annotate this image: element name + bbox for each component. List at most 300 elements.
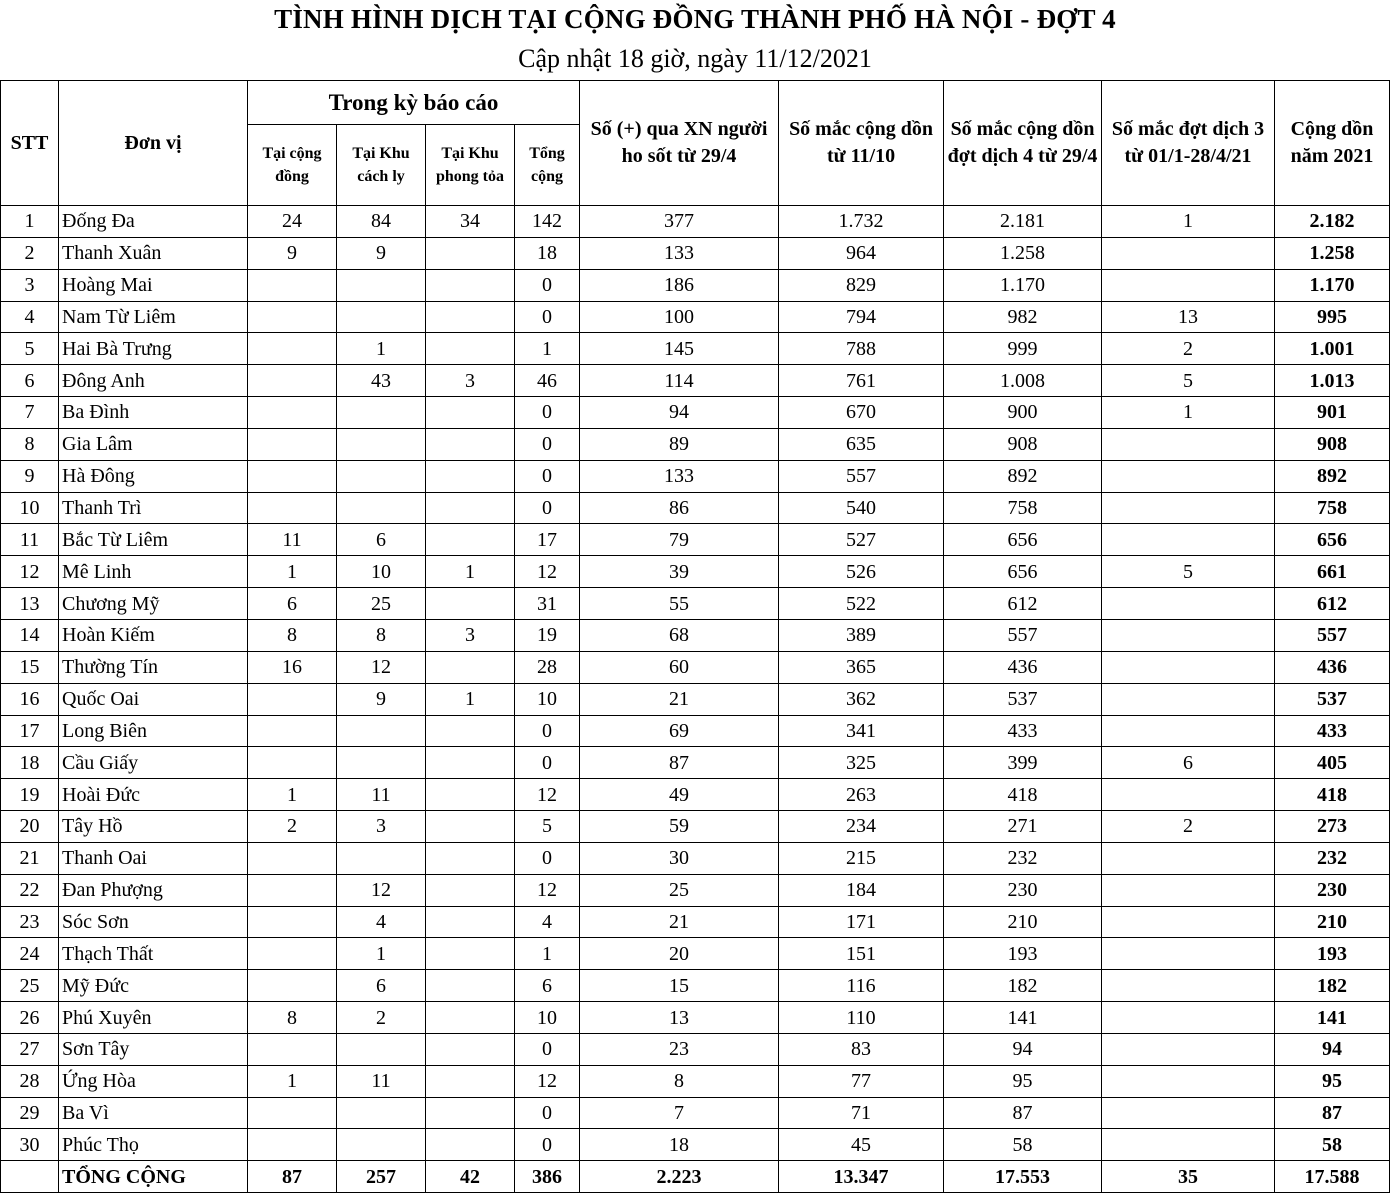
cell-tong-cong: 17 (515, 524, 580, 556)
cell-stt: 12 (1, 556, 59, 588)
cell-tai-khu-phong-toa (426, 492, 515, 524)
cell-so-mac-dot3 (1102, 779, 1275, 811)
cell-tong-cong: 0 (515, 492, 580, 524)
cell-so-mac-dot4: 537 (944, 683, 1102, 715)
cell-so-mac-dot3 (1102, 1002, 1275, 1034)
cell-don-vi: Thạch Thất (59, 938, 248, 970)
cell-tai-khu-cach-ly (337, 715, 426, 747)
cell-stt: 1 (1, 206, 59, 238)
cell-cong-don-2021: 537 (1275, 683, 1390, 715)
cell-so-duong-tinh: 114 (580, 365, 779, 397)
table-row (1, 301, 1390, 333)
cell-so-mac-dot3 (1102, 588, 1275, 620)
cell-so-duong-tinh: 20 (580, 938, 779, 970)
cell-tong-cong: 12 (515, 556, 580, 588)
cell-tai-cong-dong (248, 842, 337, 874)
cell-so-duong-tinh: 133 (580, 460, 779, 492)
table-row (1, 683, 1390, 715)
cell-so-mac-dot4: 557 (944, 619, 1102, 651)
table-row (1, 588, 1390, 620)
cell-tai-khu-phong-toa: 34 (426, 206, 515, 238)
cell-tai-cong-dong (248, 301, 337, 333)
covid-stats-table (0, 80, 1390, 1193)
cell-don-vi: Long Biên (59, 715, 248, 747)
cell-so-mac-dot3 (1102, 715, 1275, 747)
cell-so-mac-dot4: 900 (944, 397, 1102, 429)
cell-tai-khu-cach-ly: 84 (337, 206, 426, 238)
cell-tong-cong: 28 (515, 651, 580, 683)
cell-so-duong-tinh: 60 (580, 651, 779, 683)
cell-so-mac-tu-1110: 964 (779, 237, 944, 269)
cell-tai-khu-phong-toa (426, 237, 515, 269)
cell-don-vi: Đống Đa (59, 206, 248, 238)
cell-tai-cong-dong (248, 715, 337, 747)
cell-so-mac-tu-1110: 83 (779, 1033, 944, 1065)
table-row (1, 938, 1390, 970)
cell-so-duong-tinh: 94 (580, 397, 779, 429)
cell-so-mac-tu-1110: 522 (779, 588, 944, 620)
cell-stt: 25 (1, 970, 59, 1002)
cell-tong-cong: 31 (515, 588, 580, 620)
cell-tai-cong-dong (248, 1129, 337, 1161)
cell-so-mac-dot3: 2 (1102, 333, 1275, 365)
cell-tong-cong: 0 (515, 301, 580, 333)
cell-cong-don-2021: 901 (1275, 397, 1390, 429)
cell-don-vi: Hoài Đức (59, 779, 248, 811)
cell-so-mac-dot4: 1.008 (944, 365, 1102, 397)
cell-tai-cong-dong (248, 906, 337, 938)
total-tai-cong-dong: 87 (248, 1161, 337, 1193)
cell-tai-cong-dong: 1 (248, 779, 337, 811)
cell-don-vi: Mỹ Đức (59, 970, 248, 1002)
cell-cong-don-2021: 210 (1275, 906, 1390, 938)
cell-so-duong-tinh: 133 (580, 237, 779, 269)
cell-tai-khu-cach-ly (337, 1033, 426, 1065)
cell-so-mac-dot4: 2.181 (944, 206, 1102, 238)
cell-don-vi: Tây Hồ (59, 811, 248, 843)
cell-tai-khu-cach-ly (337, 269, 426, 301)
cell-tai-khu-cach-ly: 11 (337, 779, 426, 811)
cell-cong-don-2021: 1.258 (1275, 237, 1390, 269)
cell-so-mac-dot4: 758 (944, 492, 1102, 524)
cell-stt: 23 (1, 906, 59, 938)
cell-cong-don-2021: 661 (1275, 556, 1390, 588)
cell-tong-cong: 4 (515, 906, 580, 938)
cell-don-vi: Thanh Xuân (59, 237, 248, 269)
cell-so-mac-dot4: 141 (944, 1002, 1102, 1034)
cell-so-mac-dot3 (1102, 906, 1275, 938)
table-row (1, 397, 1390, 429)
cell-so-mac-dot4: 232 (944, 842, 1102, 874)
table-row (1, 1097, 1390, 1129)
cell-tong-cong: 18 (515, 237, 580, 269)
cell-cong-don-2021: 141 (1275, 1002, 1390, 1034)
cell-stt: 27 (1, 1033, 59, 1065)
cell-so-mac-dot3 (1102, 492, 1275, 524)
cell-tai-khu-cach-ly: 4 (337, 906, 426, 938)
cell-tong-cong: 0 (515, 1097, 580, 1129)
cell-tai-cong-dong (248, 747, 337, 779)
cell-tai-cong-dong (248, 938, 337, 970)
cell-don-vi: Thường Tín (59, 651, 248, 683)
header-group-trong-ky: Trong kỳ báo cáo (248, 81, 580, 125)
cell-so-mac-tu-1110: 761 (779, 365, 944, 397)
cell-don-vi: Bắc Từ Liêm (59, 524, 248, 556)
cell-so-mac-tu-1110: 325 (779, 747, 944, 779)
cell-stt: 5 (1, 333, 59, 365)
cell-stt: 4 (1, 301, 59, 333)
cell-cong-don-2021: 230 (1275, 874, 1390, 906)
cell-so-mac-dot3 (1102, 683, 1275, 715)
cell-tai-cong-dong (248, 428, 337, 460)
cell-don-vi: Gia Lâm (59, 428, 248, 460)
header-tai-cong-dong: Tại cộng đồng (248, 125, 337, 206)
cell-so-mac-tu-1110: 215 (779, 842, 944, 874)
cell-so-mac-dot3 (1102, 970, 1275, 1002)
cell-stt: 21 (1, 842, 59, 874)
total-cong-don-2021: 17.588 (1275, 1161, 1390, 1193)
cell-tai-khu-phong-toa (426, 1033, 515, 1065)
cell-tai-cong-dong: 8 (248, 1002, 337, 1034)
cell-so-mac-tu-1110: 527 (779, 524, 944, 556)
cell-cong-don-2021: 87 (1275, 1097, 1390, 1129)
cell-so-duong-tinh: 89 (580, 428, 779, 460)
cell-so-mac-tu-1110: 116 (779, 970, 944, 1002)
cell-so-mac-dot4: 271 (944, 811, 1102, 843)
cell-so-mac-tu-1110: 110 (779, 1002, 944, 1034)
cell-tai-cong-dong (248, 492, 337, 524)
cell-so-mac-dot4: 210 (944, 906, 1102, 938)
cell-tai-khu-phong-toa (426, 524, 515, 556)
cell-so-duong-tinh: 21 (580, 906, 779, 938)
cell-so-duong-tinh: 55 (580, 588, 779, 620)
cell-so-mac-tu-1110: 794 (779, 301, 944, 333)
cell-stt: 29 (1, 1097, 59, 1129)
cell-stt: 16 (1, 683, 59, 715)
cell-tai-khu-phong-toa: 1 (426, 683, 515, 715)
cell-tai-khu-phong-toa (426, 779, 515, 811)
cell-so-duong-tinh: 8 (580, 1065, 779, 1097)
cell-so-mac-tu-1110: 234 (779, 811, 944, 843)
cell-tai-khu-phong-toa: 3 (426, 619, 515, 651)
cell-tai-khu-cach-ly: 8 (337, 619, 426, 651)
cell-tai-khu-phong-toa (426, 906, 515, 938)
cell-so-mac-dot3 (1102, 651, 1275, 683)
cell-so-mac-dot4: 182 (944, 970, 1102, 1002)
cell-so-mac-tu-1110: 670 (779, 397, 944, 429)
table-row (1, 269, 1390, 301)
total-tai-khu-phong-toa: 42 (426, 1161, 515, 1193)
table-row (1, 747, 1390, 779)
cell-so-mac-dot4: 95 (944, 1065, 1102, 1097)
cell-cong-don-2021: 405 (1275, 747, 1390, 779)
cell-tong-cong: 0 (515, 842, 580, 874)
table-row (1, 715, 1390, 747)
cell-tong-cong: 0 (515, 1033, 580, 1065)
total-tai-khu-cach-ly: 257 (337, 1161, 426, 1193)
cell-stt: 30 (1, 1129, 59, 1161)
cell-tong-cong: 0 (515, 747, 580, 779)
cell-so-mac-dot3 (1102, 269, 1275, 301)
cell-so-duong-tinh: 79 (580, 524, 779, 556)
cell-stt: 11 (1, 524, 59, 556)
cell-cong-don-2021: 612 (1275, 588, 1390, 620)
cell-don-vi: Cầu Giấy (59, 747, 248, 779)
cell-tai-cong-dong: 6 (248, 588, 337, 620)
cell-don-vi: Hoàn Kiếm (59, 619, 248, 651)
cell-don-vi: Ba Đình (59, 397, 248, 429)
cell-stt: 6 (1, 365, 59, 397)
cell-tong-cong: 10 (515, 1002, 580, 1034)
cell-tai-khu-phong-toa (426, 970, 515, 1002)
cell-stt: 15 (1, 651, 59, 683)
cell-so-mac-dot4: 58 (944, 1129, 1102, 1161)
cell-tai-khu-cach-ly: 6 (337, 524, 426, 556)
cell-so-duong-tinh: 25 (580, 874, 779, 906)
total-stt (1, 1161, 59, 1193)
cell-cong-don-2021: 58 (1275, 1129, 1390, 1161)
cell-cong-don-2021: 95 (1275, 1065, 1390, 1097)
total-row (1, 1161, 1390, 1193)
cell-so-mac-dot4: 999 (944, 333, 1102, 365)
cell-tai-cong-dong: 11 (248, 524, 337, 556)
table-row (1, 365, 1390, 397)
cell-tai-khu-phong-toa (426, 1002, 515, 1034)
cell-tai-cong-dong: 24 (248, 206, 337, 238)
cell-don-vi: Hai Bà Trưng (59, 333, 248, 365)
cell-tong-cong: 0 (515, 269, 580, 301)
cell-stt: 7 (1, 397, 59, 429)
cell-tai-khu-cach-ly: 6 (337, 970, 426, 1002)
cell-tai-khu-phong-toa: 3 (426, 365, 515, 397)
cell-tai-khu-cach-ly: 12 (337, 651, 426, 683)
cell-don-vi: Đông Anh (59, 365, 248, 397)
cell-tai-khu-cach-ly: 43 (337, 365, 426, 397)
cell-stt: 3 (1, 269, 59, 301)
cell-stt: 13 (1, 588, 59, 620)
cell-don-vi: Quốc Oai (59, 683, 248, 715)
table-row (1, 970, 1390, 1002)
cell-tai-cong-dong: 9 (248, 237, 337, 269)
table-row (1, 492, 1390, 524)
header-stt: STT (1, 81, 59, 206)
cell-so-duong-tinh: 69 (580, 715, 779, 747)
cell-tai-khu-cach-ly: 12 (337, 874, 426, 906)
cell-don-vi: Phú Xuyên (59, 1002, 248, 1034)
cell-tai-cong-dong (248, 683, 337, 715)
cell-so-mac-dot3 (1102, 428, 1275, 460)
table-row (1, 779, 1390, 811)
cell-don-vi: Đan Phượng (59, 874, 248, 906)
cell-tai-khu-cach-ly (337, 301, 426, 333)
cell-so-mac-dot3 (1102, 1033, 1275, 1065)
cell-tai-cong-dong: 16 (248, 651, 337, 683)
cell-so-mac-dot3: 2 (1102, 811, 1275, 843)
cell-tai-khu-cach-ly: 11 (337, 1065, 426, 1097)
header-so-mac-tu-1110: Số mắc cộng dồn từ 11/10 (779, 81, 944, 206)
cell-tong-cong: 0 (515, 397, 580, 429)
cell-so-mac-tu-1110: 389 (779, 619, 944, 651)
cell-so-mac-dot4: 87 (944, 1097, 1102, 1129)
cell-tai-khu-cach-ly (337, 428, 426, 460)
cell-tong-cong: 1 (515, 938, 580, 970)
cell-cong-don-2021: 436 (1275, 651, 1390, 683)
cell-so-mac-tu-1110: 362 (779, 683, 944, 715)
cell-so-mac-dot4: 656 (944, 524, 1102, 556)
cell-stt: 19 (1, 779, 59, 811)
cell-tai-khu-cach-ly: 1 (337, 938, 426, 970)
cell-cong-don-2021: 232 (1275, 842, 1390, 874)
cell-so-mac-dot3 (1102, 237, 1275, 269)
cell-tong-cong: 6 (515, 970, 580, 1002)
cell-tai-cong-dong (248, 333, 337, 365)
cell-so-duong-tinh: 23 (580, 1033, 779, 1065)
table-row (1, 206, 1390, 238)
cell-so-mac-dot4: 1.258 (944, 237, 1102, 269)
cell-so-mac-tu-1110: 263 (779, 779, 944, 811)
cell-tai-khu-cach-ly (337, 460, 426, 492)
page-subtitle: Cập nhật 18 giờ, ngày 11/12/2021 (518, 44, 872, 73)
table-row (1, 842, 1390, 874)
cell-so-mac-tu-1110: 77 (779, 1065, 944, 1097)
cell-tai-cong-dong (248, 365, 337, 397)
cell-tong-cong: 12 (515, 1065, 580, 1097)
cell-so-mac-dot3: 6 (1102, 747, 1275, 779)
cell-so-mac-dot4: 418 (944, 779, 1102, 811)
cell-so-mac-dot3 (1102, 460, 1275, 492)
table-row (1, 524, 1390, 556)
cell-tai-cong-dong: 8 (248, 619, 337, 651)
total-so-mac-dot4: 17.553 (944, 1161, 1102, 1193)
table-row (1, 906, 1390, 938)
cell-don-vi: Sóc Sơn (59, 906, 248, 938)
cell-tai-khu-phong-toa (426, 811, 515, 843)
cell-cong-don-2021: 2.182 (1275, 206, 1390, 238)
cell-so-duong-tinh: 87 (580, 747, 779, 779)
table-row (1, 619, 1390, 651)
cell-so-duong-tinh: 49 (580, 779, 779, 811)
cell-tai-khu-phong-toa (426, 397, 515, 429)
cell-tai-khu-cach-ly (337, 397, 426, 429)
cell-so-mac-dot3: 5 (1102, 365, 1275, 397)
cell-cong-don-2021: 557 (1275, 619, 1390, 651)
cell-so-mac-dot3: 13 (1102, 301, 1275, 333)
cell-stt: 20 (1, 811, 59, 843)
cell-cong-don-2021: 193 (1275, 938, 1390, 970)
table-row (1, 651, 1390, 683)
cell-stt: 17 (1, 715, 59, 747)
cell-tai-khu-cach-ly: 9 (337, 237, 426, 269)
cell-tai-cong-dong (248, 1097, 337, 1129)
cell-don-vi: Nam Từ Liêm (59, 301, 248, 333)
cell-so-mac-tu-1110: 184 (779, 874, 944, 906)
total-tong-cong: 386 (515, 1161, 580, 1193)
cell-so-mac-dot4: 1.170 (944, 269, 1102, 301)
cell-tai-khu-cach-ly: 25 (337, 588, 426, 620)
cell-tai-khu-cach-ly: 10 (337, 556, 426, 588)
cell-don-vi: Thanh Oai (59, 842, 248, 874)
header-so-duong-tinh: Số (+) qua XN người ho sốt từ 29/4 (580, 81, 779, 206)
cell-so-mac-dot3 (1102, 874, 1275, 906)
cell-cong-don-2021: 1.001 (1275, 333, 1390, 365)
cell-so-mac-tu-1110: 1.732 (779, 206, 944, 238)
cell-stt: 14 (1, 619, 59, 651)
cell-tai-khu-phong-toa (426, 269, 515, 301)
cell-stt: 9 (1, 460, 59, 492)
cell-tai-khu-phong-toa (426, 842, 515, 874)
cell-tai-cong-dong (248, 1033, 337, 1065)
table-row (1, 556, 1390, 588)
cell-so-mac-dot4: 193 (944, 938, 1102, 970)
cell-cong-don-2021: 908 (1275, 428, 1390, 460)
cell-so-mac-dot4: 230 (944, 874, 1102, 906)
cell-so-mac-dot3 (1102, 842, 1275, 874)
cell-tong-cong: 0 (515, 1129, 580, 1161)
cell-cong-don-2021: 892 (1275, 460, 1390, 492)
cell-tai-khu-phong-toa (426, 651, 515, 683)
cell-so-mac-dot3: 1 (1102, 397, 1275, 429)
cell-tai-cong-dong (248, 397, 337, 429)
cell-tai-khu-cach-ly (337, 1097, 426, 1129)
cell-so-duong-tinh: 30 (580, 842, 779, 874)
cell-tai-cong-dong (248, 269, 337, 301)
cell-cong-don-2021: 433 (1275, 715, 1390, 747)
cell-so-mac-dot3 (1102, 524, 1275, 556)
cell-so-mac-dot4: 982 (944, 301, 1102, 333)
table-row (1, 460, 1390, 492)
cell-so-mac-dot4: 94 (944, 1033, 1102, 1065)
cell-so-mac-dot3 (1102, 619, 1275, 651)
cell-tong-cong: 12 (515, 779, 580, 811)
cell-tong-cong: 1 (515, 333, 580, 365)
table-body (1, 206, 1390, 1193)
cell-tai-khu-phong-toa (426, 460, 515, 492)
cell-cong-don-2021: 182 (1275, 970, 1390, 1002)
cell-tai-khu-cach-ly: 1 (337, 333, 426, 365)
cell-tai-khu-cach-ly: 3 (337, 811, 426, 843)
cell-so-mac-tu-1110: 540 (779, 492, 944, 524)
cell-so-mac-dot4: 433 (944, 715, 1102, 747)
cell-cong-don-2021: 995 (1275, 301, 1390, 333)
cell-don-vi: Thanh Trì (59, 492, 248, 524)
cell-so-mac-tu-1110: 557 (779, 460, 944, 492)
cell-stt: 28 (1, 1065, 59, 1097)
total-so-mac-dot3: 35 (1102, 1161, 1275, 1193)
cell-so-mac-dot3 (1102, 1097, 1275, 1129)
cell-so-mac-tu-1110: 829 (779, 269, 944, 301)
cell-so-mac-tu-1110: 341 (779, 715, 944, 747)
header-tai-khu-phong-toa: Tại Khu phong tỏa (426, 125, 515, 206)
cell-so-mac-tu-1110: 788 (779, 333, 944, 365)
cell-tai-khu-phong-toa (426, 301, 515, 333)
table-row (1, 237, 1390, 269)
cell-so-duong-tinh: 59 (580, 811, 779, 843)
cell-tong-cong: 5 (515, 811, 580, 843)
cell-don-vi: Ba Vì (59, 1097, 248, 1129)
table-row (1, 1129, 1390, 1161)
cell-tai-cong-dong (248, 874, 337, 906)
cell-so-mac-dot4: 656 (944, 556, 1102, 588)
cell-so-mac-dot4: 908 (944, 428, 1102, 460)
cell-so-duong-tinh: 15 (580, 970, 779, 1002)
cell-tai-khu-phong-toa (426, 938, 515, 970)
cell-don-vi: Sơn Tây (59, 1033, 248, 1065)
header-so-mac-dot3: Số mắc đợt dịch 3 từ 01/1-28/4/21 (1102, 81, 1275, 206)
cell-tai-khu-phong-toa (426, 747, 515, 779)
header-tai-khu-cach-ly: Tại Khu cách ly (337, 125, 426, 206)
cell-cong-don-2021: 1.013 (1275, 365, 1390, 397)
header-tong-cong: Tổng cộng (515, 125, 580, 206)
